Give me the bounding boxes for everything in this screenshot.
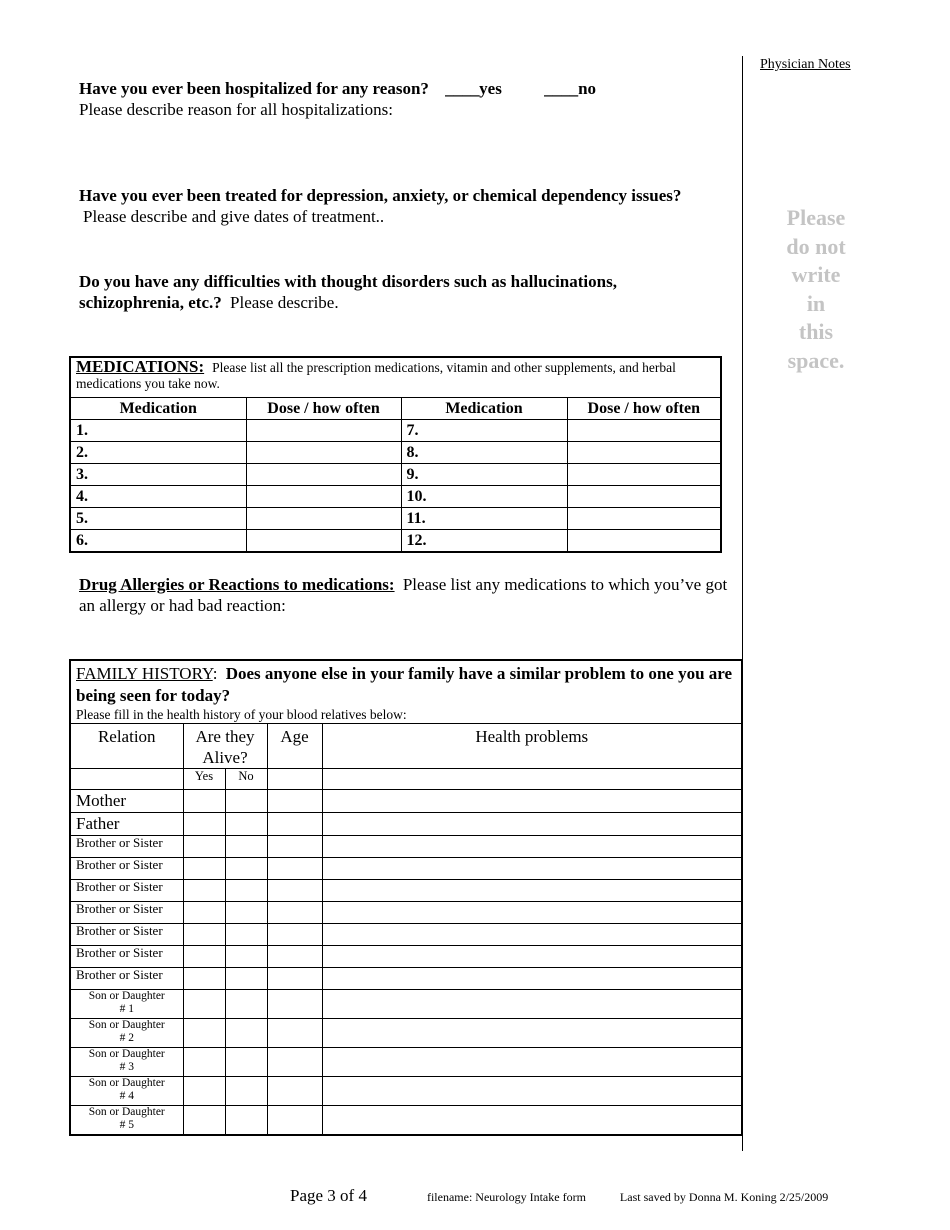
no-write-line: this: [798, 319, 834, 344]
family-history-row: [70, 1019, 742, 1048]
thought-disorders-question: Do you have any difficulties with thought disorders such as hallucinations, schizophrenia, etc.?: [79, 272, 617, 312]
age-cell[interactable]: [267, 902, 322, 924]
hospitalization-question: Have you ever been hospitalized for any reason?: [79, 79, 429, 98]
medication-cell[interactable]: 9.: [401, 464, 567, 486]
relation-cell: Brother or Sister: [70, 858, 183, 880]
medication-row: [70, 442, 721, 464]
family-history-row: [70, 924, 742, 946]
health-problems-cell[interactable]: [322, 902, 742, 924]
medications-header-row: [70, 398, 721, 420]
health-problems-cell[interactable]: [322, 880, 742, 902]
age-cell[interactable]: [267, 880, 322, 902]
relation-cell: Brother or Sister: [70, 946, 183, 968]
dose-cell[interactable]: [567, 530, 721, 553]
age-cell[interactable]: [267, 813, 322, 836]
age-cell[interactable]: [267, 1019, 322, 1048]
medication-cell[interactable]: 2.: [70, 442, 246, 464]
alive-no-cell[interactable]: [225, 880, 267, 902]
allergies-section: [79, 574, 729, 616]
family-history-header-row: [70, 724, 742, 769]
empty-cell: [267, 769, 322, 790]
health-problems-cell[interactable]: [322, 790, 742, 813]
footer-filename: filename: Neurology Intake form: [426, 1190, 586, 1204]
alive-no-cell[interactable]: [225, 790, 267, 813]
alive-yes-cell[interactable]: [183, 813, 225, 836]
column-header-health-problems: Health problems: [322, 724, 742, 769]
family-history-row: [70, 790, 742, 813]
alive-no-cell[interactable]: [225, 968, 267, 990]
age-cell[interactable]: [267, 946, 322, 968]
family-history-row: [70, 902, 742, 924]
page-footer: [290, 1186, 890, 1206]
medication-cell[interactable]: 6.: [70, 530, 246, 553]
no-write-line: in: [806, 290, 826, 316]
medication-cell[interactable]: 5.: [70, 508, 246, 530]
no-write-line: do not: [786, 233, 846, 259]
alive-yes-cell[interactable]: [183, 924, 225, 946]
alive-no-cell[interactable]: [225, 924, 267, 946]
page-number: Page 3 of 4: [290, 1186, 367, 1205]
medication-cell[interactable]: 12.: [401, 530, 567, 553]
medication-row: [70, 486, 721, 508]
relation-cell: Brother or Sister: [70, 880, 183, 902]
age-cell[interactable]: [267, 1077, 322, 1106]
alive-yes-cell[interactable]: [183, 968, 225, 990]
hospitalization-section: [79, 78, 729, 120]
medication-row: [70, 464, 721, 486]
medications-description: Please list all the prescription medications, vitamin and other supplements, and herbal medications you take now.: [76, 360, 676, 391]
dose-cell[interactable]: [246, 442, 401, 464]
alive-no-cell[interactable]: [225, 946, 267, 968]
thought-disorders-section: [79, 271, 689, 313]
column-header-relation: Relation: [70, 724, 183, 769]
medication-cell[interactable]: 8.: [401, 442, 567, 464]
age-cell[interactable]: [267, 924, 322, 946]
alive-yes-cell[interactable]: [183, 990, 225, 1019]
column-header-medication: Medication: [401, 398, 567, 420]
health-problems-cell[interactable]: [322, 1077, 742, 1106]
alive-no-cell[interactable]: [225, 858, 267, 880]
medication-row: [70, 530, 721, 553]
relation-cell: Brother or Sister: [70, 836, 183, 858]
hospitalization-yes-blank[interactable]: ____yes: [445, 79, 502, 98]
family-history-row: [70, 1106, 742, 1136]
dose-cell[interactable]: [246, 486, 401, 508]
column-header-alive: Are they Alive?: [183, 724, 267, 769]
depression-section: [79, 185, 699, 227]
empty-cell: [322, 769, 742, 790]
alive-yes-cell[interactable]: [183, 946, 225, 968]
footer-last-saved: Last saved by Donna M. Koning 2/25/2009: [619, 1190, 829, 1204]
age-cell[interactable]: [267, 1048, 322, 1077]
medication-cell[interactable]: 11.: [401, 508, 567, 530]
family-history-row: [70, 968, 742, 990]
family-history-row: [70, 1077, 742, 1106]
dose-cell[interactable]: [246, 530, 401, 553]
age-cell[interactable]: [267, 1106, 322, 1136]
alive-no-cell[interactable]: [225, 1077, 267, 1106]
relation-cell: Son or Daughter # 4: [70, 1077, 183, 1106]
age-cell[interactable]: [267, 858, 322, 880]
alive-yes-cell[interactable]: [183, 1106, 225, 1136]
age-cell[interactable]: [267, 836, 322, 858]
alive-no-cell[interactable]: [225, 990, 267, 1019]
medications-title: MEDICATIONS:: [76, 357, 205, 376]
health-problems-cell[interactable]: [322, 813, 742, 836]
physician-notes-heading: Physician Notes: [760, 57, 851, 72]
alive-yes-cell[interactable]: [183, 1077, 225, 1106]
health-problems-cell[interactable]: [322, 946, 742, 968]
dose-cell[interactable]: [567, 442, 721, 464]
hospitalization-no-blank[interactable]: ____no: [544, 79, 597, 98]
alive-no-cell[interactable]: [225, 1048, 267, 1077]
age-cell[interactable]: [267, 990, 322, 1019]
dose-cell[interactable]: [567, 420, 721, 442]
relation-cell: Son or Daughter # 2: [70, 1019, 183, 1048]
dose-cell[interactable]: [246, 420, 401, 442]
relation-cell: Mother: [70, 790, 183, 813]
depression-question: Have you ever been treated for depression, anxiety, or chemical dependency issues?: [79, 186, 682, 205]
alive-no-cell[interactable]: [225, 836, 267, 858]
alive-no-cell[interactable]: [225, 1106, 267, 1136]
no-write-line: write: [791, 262, 841, 287]
medication-row: [70, 420, 721, 442]
column-header-age: Age: [267, 724, 322, 769]
family-history-title: FAMILY HISTORY: [76, 664, 213, 683]
health-problems-cell[interactable]: [322, 836, 742, 858]
health-problems-cell[interactable]: [322, 1106, 742, 1136]
empty-cell: [70, 769, 183, 790]
health-problems-cell[interactable]: [322, 858, 742, 880]
family-history-row: [70, 990, 742, 1019]
health-problems-cell[interactable]: [322, 968, 742, 990]
family-history-row: [70, 858, 742, 880]
family-history-row: [70, 813, 742, 836]
dose-cell[interactable]: [246, 508, 401, 530]
alive-no-cell[interactable]: [225, 813, 267, 836]
alive-yes-cell[interactable]: [183, 1019, 225, 1048]
dose-cell[interactable]: [567, 464, 721, 486]
relation-cell: Brother or Sister: [70, 924, 183, 946]
medication-cell[interactable]: 7.: [401, 420, 567, 442]
medication-cell[interactable]: 3.: [70, 464, 246, 486]
column-header-no: No: [225, 769, 267, 790]
alive-yes-cell[interactable]: [183, 902, 225, 924]
no-write-line: space.: [787, 347, 845, 373]
alive-yes-cell[interactable]: [183, 880, 225, 902]
relation-cell: Son or Daughter # 1: [70, 990, 183, 1019]
no-write-notice: [765, 204, 867, 375]
medication-cell[interactable]: 1.: [70, 420, 246, 442]
family-history-question: Does anyone else in your family have a similar problem to one you are being seen for today?: [76, 664, 733, 705]
alive-no-cell[interactable]: [225, 902, 267, 924]
health-problems-cell[interactable]: [322, 990, 742, 1019]
alive-yes-cell[interactable]: [183, 858, 225, 880]
family-history-description: Please fill in the health history of your blood relatives below:: [76, 707, 407, 722]
column-header-dose: Dose / how often: [246, 398, 401, 420]
family-history-row: [70, 880, 742, 902]
family-history-row: [70, 836, 742, 858]
family-history-row: [70, 946, 742, 968]
medications-table: [69, 356, 722, 553]
alive-yes-cell[interactable]: [183, 790, 225, 813]
depression-prompt: Please describe and give dates of treatment..: [83, 207, 385, 226]
medication-row: [70, 508, 721, 530]
allergies-title: Drug Allergies or Reactions to medications:: [79, 575, 395, 594]
family-history-subheader-row: [70, 769, 742, 790]
health-problems-cell[interactable]: [322, 924, 742, 946]
medications-title-cell: [70, 357, 721, 398]
relation-cell: Brother or Sister: [70, 902, 183, 924]
family-history-title-cell: FAMILY HISTORY: Does anyone else in your family have a similar problem to one you are being seen for today? Please fill in the health history of your blood relatives below:: [70, 660, 742, 724]
column-header-medication: Medication: [70, 398, 246, 420]
alive-yes-cell[interactable]: [183, 836, 225, 858]
column-header-yes: Yes: [183, 769, 225, 790]
health-problems-cell[interactable]: [322, 1048, 742, 1077]
relation-cell: Son or Daughter # 3: [70, 1048, 183, 1077]
family-history-row: [70, 1048, 742, 1077]
family-history-rows: [70, 790, 742, 1136]
column-header-dose: Dose / how often: [567, 398, 721, 420]
medication-cell[interactable]: 4.: [70, 486, 246, 508]
age-cell[interactable]: [267, 968, 322, 990]
dose-cell[interactable]: [567, 486, 721, 508]
alive-no-cell[interactable]: [225, 1019, 267, 1048]
age-cell[interactable]: [267, 790, 322, 813]
medication-cell[interactable]: 10.: [401, 486, 567, 508]
relation-cell: Son or Daughter # 5: [70, 1106, 183, 1136]
dose-cell[interactable]: [246, 464, 401, 486]
health-problems-cell[interactable]: [322, 1019, 742, 1048]
relation-cell: Brother or Sister: [70, 968, 183, 990]
dose-cell[interactable]: [567, 508, 721, 530]
no-write-line: Please: [786, 205, 846, 230]
family-history-table: [69, 659, 743, 1136]
thought-disorders-prompt: Please describe.: [230, 293, 339, 312]
hospitalization-prompt: Please describe reason for all hospitalizations:: [79, 100, 393, 119]
allergies-prompt: Please list any medications to which you’ve got an allergy or had bad reaction:: [79, 575, 728, 615]
relation-cell: Father: [70, 813, 183, 836]
alive-yes-cell[interactable]: [183, 1048, 225, 1077]
